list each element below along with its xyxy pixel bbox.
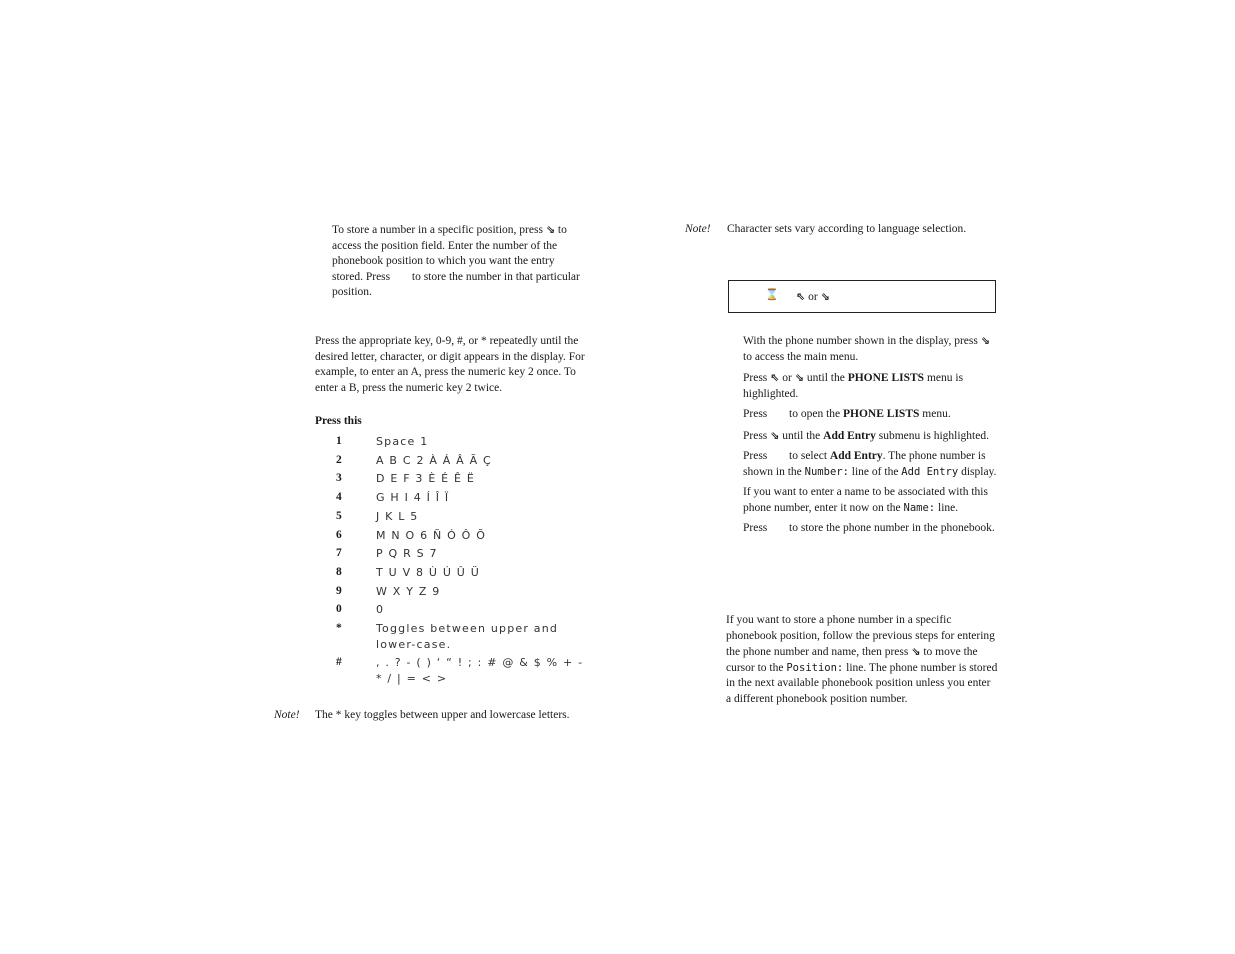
table-value: Space 1 <box>376 435 429 448</box>
table-key: 9 <box>336 585 342 597</box>
table-value: M N O 6 Ñ Ó Ô Õ <box>376 529 487 542</box>
hourglass-icon: ⌛ <box>765 288 779 301</box>
table-value: , . ? - ( ) ‘ “ ! ; : # @ & $ % + - * / | = < > <box>376 656 584 685</box>
table-key: 0 <box>336 603 342 615</box>
table-key: 6 <box>336 529 342 541</box>
step-1: With the phone number shown in the display, press ⇘ to access the main menu. <box>743 334 990 363</box>
step-2: Press ⇖ or ⇘ until the PHONE LISTS menu is highlighted. <box>743 371 964 400</box>
table-key: * <box>336 622 342 634</box>
arrow-down-right-icon: ⇘ <box>820 290 830 303</box>
step-5: Press to select Add Entry. The phone number is shown in the Number: line of the Add Entry display. <box>743 450 997 478</box>
table-key: 8 <box>336 566 342 578</box>
table-key: 1 <box>336 435 342 447</box>
left-position-paragraph: To store a number in a specific position, press ⇘ to access the position field. Enter the number of the phonebook position to which you want the entry stored. Press to store the number in that particular position. <box>332 223 580 298</box>
arrow-down-right-icon: ⇘ <box>794 371 804 384</box>
table-value: 0 <box>376 603 385 616</box>
arrow-down-right-icon: ⇘ <box>770 428 780 442</box>
arrow-down-right-icon: ⇘ <box>545 223 556 236</box>
table-key: 4 <box>336 491 342 503</box>
arrow-down-right-icon: ⇘ <box>911 645 921 658</box>
left-note-label: Note! <box>274 709 300 721</box>
step-6: If you want to enter a name to be associated with this phone number, enter it now on the Name: line. <box>743 486 988 514</box>
table-key: 3 <box>336 472 342 484</box>
table-value: A B C 2 À Á Â Ã Ç <box>376 454 492 467</box>
arrow-down-right-icon: ⇘ <box>980 334 990 347</box>
table-value: J K L 5 <box>376 510 419 523</box>
right-note-label: Note! <box>685 223 711 235</box>
step-3: Press to open the PHONE LISTS menu. <box>743 408 951 420</box>
left-note-text: The * key toggles between upper and lowercase letters. <box>315 709 570 721</box>
step-4: Press ⇘ until the Add Entry submenu is highlighted. <box>743 428 989 442</box>
table-key: # <box>336 656 342 668</box>
left-entry-paragraph: Press the appropriate key, 0-9, #, or * repeatedly until the desired letter, character, or digit appears in the display. For example, to enter an A, press the numeric key 2 once. To enter a B, press the numeric key 2 twice. <box>315 335 585 394</box>
table-key: 7 <box>336 547 342 559</box>
table-value: T U V 8 Ù Ú Û Ü <box>376 566 480 579</box>
step-7: Press to store the phone number in the phonebook. <box>743 522 995 534</box>
box-keys: ⇖ or ⇘ <box>796 290 830 303</box>
table-value: Toggles between upper and lower-case. <box>376 622 559 651</box>
table-header: Press this <box>315 415 362 427</box>
right-position-paragraph: If you want to store a phone number in a specific phonebook position, follow the previous steps for entering the phone number and name, then press ⇘ to move the cursor to the Position: line. The phone number is stored in the next available phonebook position unless you enter a different phonebook position number. <box>726 614 998 705</box>
table-value: W X Y Z 9 <box>376 585 441 598</box>
arrow-up-left-icon: ⇖ <box>770 371 780 384</box>
key-shortcut-box <box>728 280 996 313</box>
right-note-text: Character sets vary according to language selection. <box>727 223 967 235</box>
table-value: D E F 3 È É Ê Ë <box>376 472 476 485</box>
table-key: 2 <box>336 454 342 466</box>
table-value: P Q R S 7 <box>376 547 438 560</box>
arrow-up-left-icon: ⇖ <box>796 290 806 303</box>
table-key: 5 <box>336 510 342 522</box>
table-value: G H I 4 Í Î Ï <box>376 491 450 504</box>
steps-list <box>743 333 999 542</box>
